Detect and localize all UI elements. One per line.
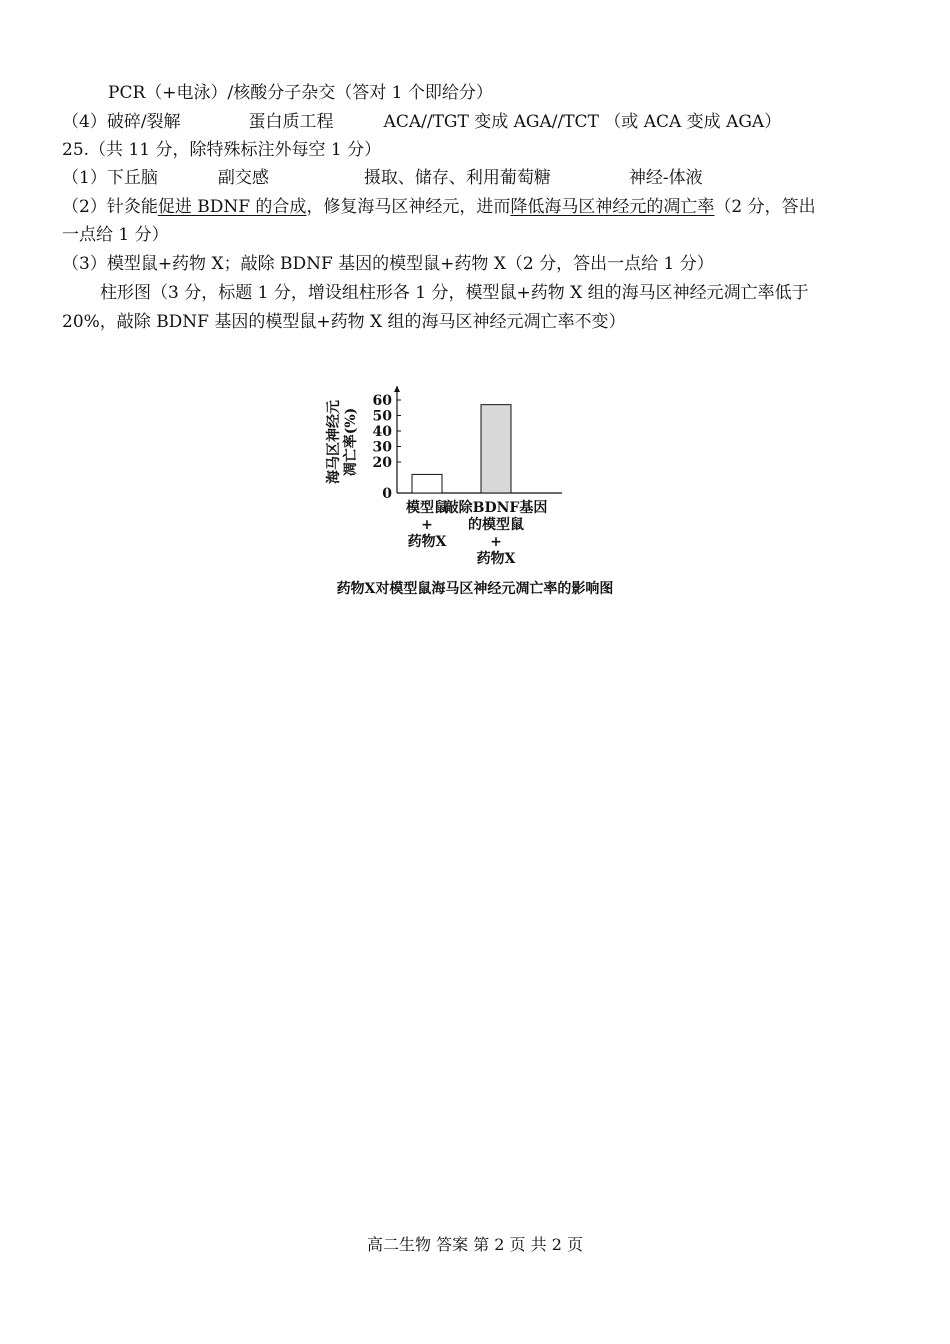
x-category-label: +	[490, 534, 502, 550]
text-q25-1-c: 摄取、储存、利用葡萄糖	[363, 168, 551, 188]
bar-chart	[300, 380, 620, 575]
chart-y-label	[325, 400, 359, 484]
text-q25-2-e: （2 分，答出	[714, 197, 816, 217]
text-q25-1-a: （1）下丘脑	[62, 168, 158, 188]
line-q25-2-cont	[62, 221, 890, 249]
text-q25-2-cont: 一点给 1 分）	[62, 225, 169, 245]
text-q4-b: 蛋白质工程	[248, 112, 334, 132]
text-q25-1-d: 神经-体液	[628, 168, 703, 188]
x-category-label: 模型鼠	[406, 500, 448, 516]
chart-x-labels	[406, 499, 547, 567]
line-bar-chart-desc-cont	[62, 308, 890, 336]
y-axis-label-line1: 海马区神经元	[326, 400, 342, 484]
chart-bars	[412, 405, 511, 493]
line-q25-3	[62, 250, 890, 278]
text-q4-a: （4）破碎/裂解	[62, 112, 181, 132]
page-footer: 高二生物 答案 第 2 页 共 2 页	[367, 1235, 583, 1254]
text-q25-2-c: ，修复海马区神经元，进而	[306, 197, 511, 217]
text-q4-c: ACA//TGT 变成 AGA//TCT （或 ACA 变成 AGA）	[383, 112, 782, 132]
text-bar-chart-desc: 柱形图（3 分，标题 1 分，增设组柱形各 1 分，模型鼠+药物 X 组的海马区神经元凋亡率低于	[100, 283, 809, 303]
y-axis-label-line2: 凋亡率(%)	[343, 407, 359, 477]
bar-2	[481, 405, 511, 493]
x-category-label: 药物X	[476, 551, 516, 567]
y-tick-label: 50	[372, 408, 392, 425]
line-pcr	[108, 79, 890, 107]
text-q25-2-underline-2: 降低海马区神经元的凋亡率	[510, 197, 715, 217]
line-bar-chart-desc	[100, 279, 890, 307]
y-tick-label: 20	[372, 455, 392, 471]
bar-1	[412, 474, 442, 493]
chart-title: 药物X对模型鼠海马区神经元凋亡率的影响图	[336, 581, 614, 597]
line-q25-2	[62, 193, 890, 221]
text-q25-2-underline-1: 促进 BDNF 的合成	[157, 197, 307, 217]
line-q25-header	[62, 136, 890, 164]
chart-y-axis-arrow	[394, 386, 400, 392]
x-category-label: +	[421, 517, 433, 533]
line-q4	[62, 108, 890, 136]
y-tick-label: 40	[372, 424, 392, 440]
line-q25-1	[62, 164, 890, 192]
y-tick-label: 30	[372, 439, 392, 456]
text-q25-3: （3）模型鼠+药物 X；敲除 BDNF 基因的模型鼠+药物 X（2 分，答出一点给 1 分）	[62, 254, 714, 274]
text-q25-header: 25.（共 11 分，除特殊标注外每空 1 分）	[62, 140, 382, 160]
y-tick-label: 60	[372, 393, 392, 409]
text-q25-2-a: （2）针灸能	[62, 197, 158, 217]
x-category-label: 药物X	[407, 534, 447, 550]
x-category-label: 敲除BDNF基因	[444, 500, 548, 516]
x-category-label: 的模型鼠	[468, 517, 524, 533]
text-q25-1-b: 副交感	[217, 168, 269, 188]
y-tick-label: 0	[382, 486, 392, 502]
text-pcr: PCR（+电泳）/核酸分子杂交（答对 1 个即给分）	[108, 83, 493, 103]
text-bar-chart-desc-cont: 20%，敲除 BDNF 基因的模型鼠+药物 X 组的海马区神经元凋亡率不变）	[62, 312, 626, 332]
